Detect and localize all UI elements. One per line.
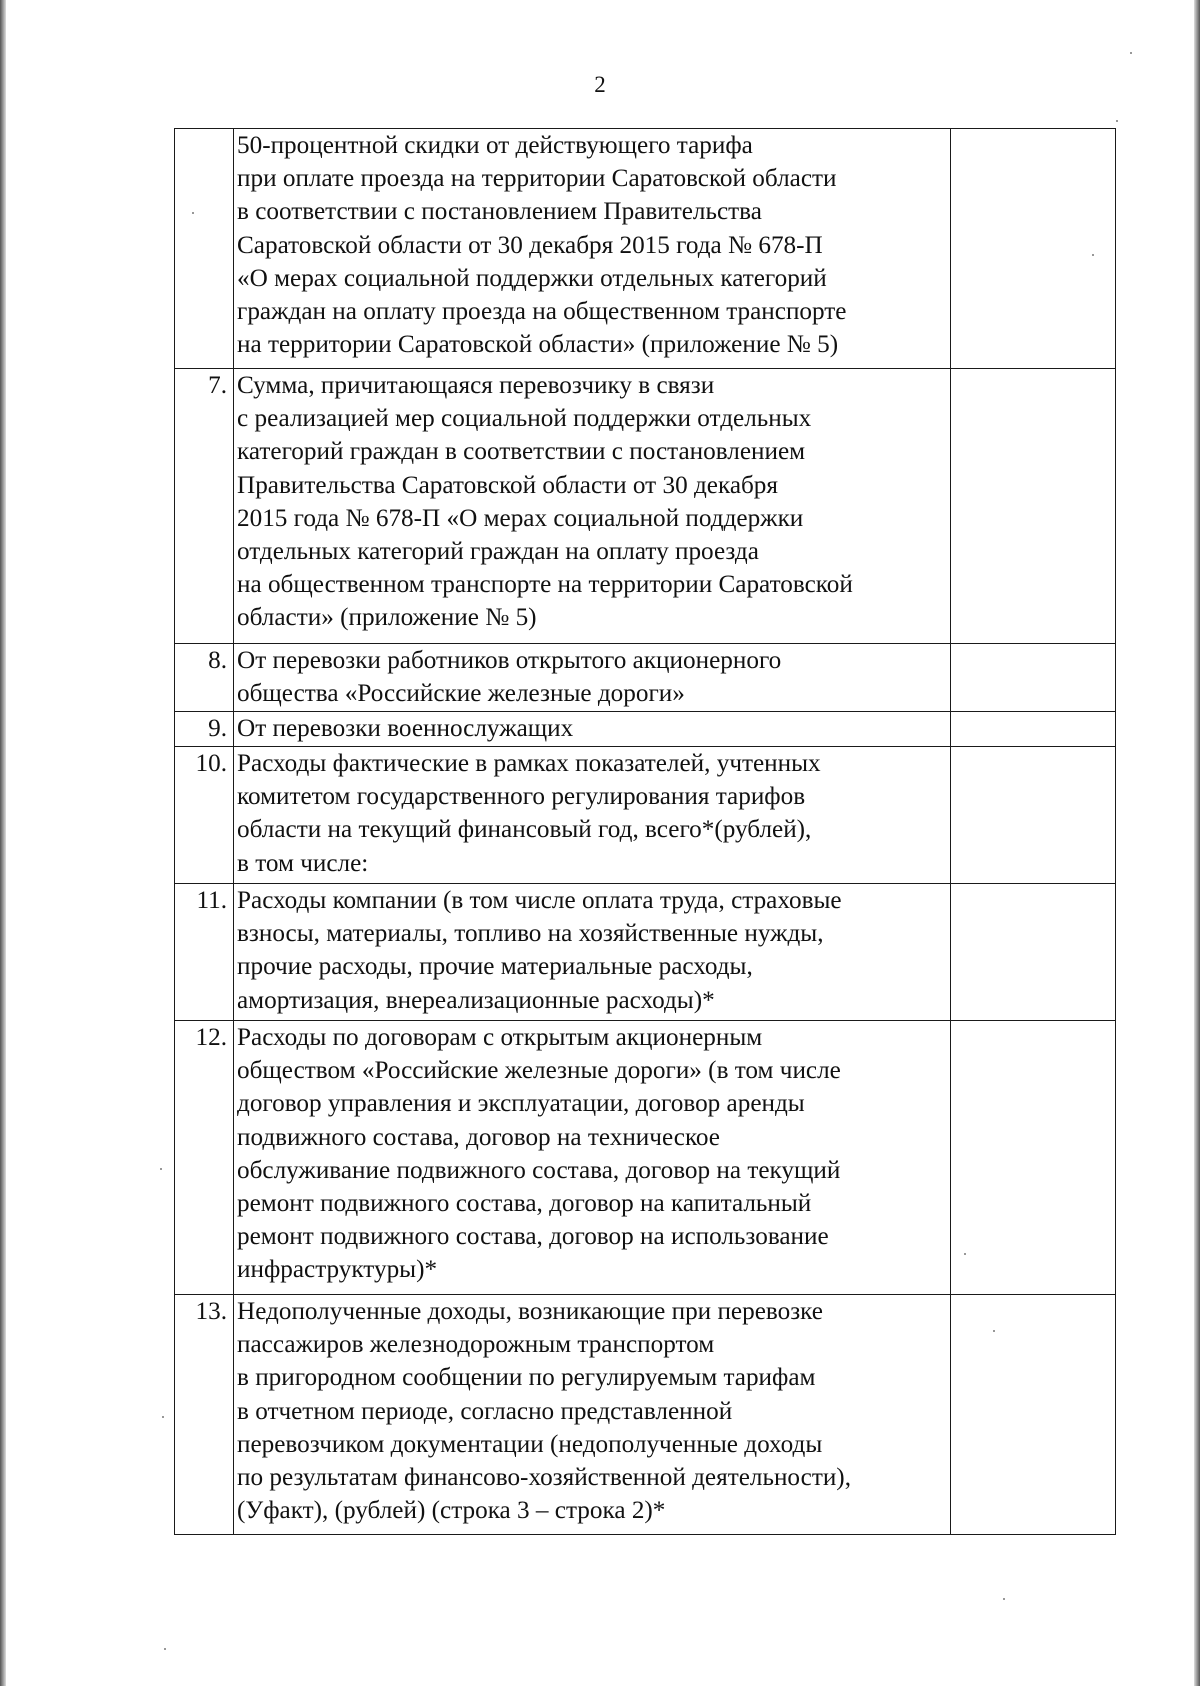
row-text-line: перевозчиком документации (недополученные доходы [237, 1430, 823, 1458]
row-value-cell [951, 644, 1116, 712]
row-description [234, 884, 951, 1021]
row-value-cell [951, 747, 1116, 884]
row-text-line: в отчетном периоде, согласно представленной [237, 1397, 733, 1425]
row-text-line: Правительства Саратовской области от 30 декабря [237, 471, 778, 499]
row-value-cell [951, 129, 1116, 369]
row-number: 13. [175, 1295, 234, 1535]
row-value-cell [951, 712, 1116, 747]
table-row [175, 1295, 1116, 1535]
row-text-line: 2015 года № 678-П «О мерах социальной поддержки [237, 504, 804, 532]
row-text-line: договор управления и эксплуатации, договор аренды [237, 1090, 805, 1118]
row-text-line: подвижного состава, договор на техническое [237, 1123, 720, 1151]
page-number: 2 [594, 72, 606, 97]
row-text-line: комитетом государственного регулирования тарифов [237, 783, 806, 811]
row-text-line: в пригородном сообщении по регулируемым тарифам [237, 1364, 816, 1392]
table-row [175, 712, 1116, 747]
row-text-line: прочие расходы, прочие материальные расходы, [237, 953, 753, 981]
scan-speck [160, 1168, 162, 1170]
table-row [175, 1021, 1116, 1295]
row-text-line: От перевозки работников открытого акционерного [237, 647, 782, 674]
row-text-line: Недополученные доходы, возникающие при перевозке [237, 1298, 823, 1325]
row-number: 7. [175, 369, 234, 644]
row-text-line: категорий граждан в соответствии с постановлением [237, 438, 806, 466]
scan-speck [164, 1648, 166, 1650]
row-text-line: в том числе: [237, 849, 369, 877]
row-text-line: «О мерах социальной поддержки отдельных категорий [237, 264, 827, 292]
row-number: 12. [175, 1021, 234, 1295]
row-text-line: Расходы компании (в том числе оплата труда, страховые [237, 887, 842, 914]
row-text-line: Саратовской области от 30 декабря 2015 года № 678-П [237, 231, 823, 259]
row-text-line: взносы, материалы, топливо на хозяйственные нужды, [237, 920, 824, 948]
scan-edge-left [0, 0, 6, 1686]
row-text-line: 50-процентной скидки от действующего тарифа [237, 132, 753, 159]
row-text-line: От перевозки военнослужащих [237, 715, 574, 742]
table-row [175, 644, 1116, 712]
table-row [175, 747, 1116, 884]
row-text-line: обслуживание подвижного состава, договор на текущий [237, 1156, 841, 1184]
scan-edge-right [1194, 0, 1200, 1686]
row-description [234, 1295, 951, 1535]
scan-speck [1130, 52, 1132, 54]
row-text-line: в соответствии с постановлением Правительства [237, 198, 762, 226]
row-description [234, 369, 951, 644]
row-text-line: по результатам финансово-хозяйственной деятельности), [237, 1464, 851, 1492]
row-text-line: ремонт подвижного состава, договор на капитальный [237, 1190, 812, 1218]
scan-speck [1003, 1598, 1005, 1600]
row-value-cell [951, 884, 1116, 1021]
row-value-cell [951, 369, 1116, 644]
row-text-line: области на текущий финансовый год, всего*(рублей), [237, 816, 812, 844]
row-description [234, 712, 951, 747]
row-text-line: пассажиров железнодорожным транспортом [237, 1331, 715, 1359]
row-description [234, 644, 951, 712]
row-text-line: отдельных категорий граждан на оплату проезда [237, 538, 759, 566]
row-text-line: Расходы по договорам с открытым акционерным [237, 1024, 763, 1051]
row-text-line: на территории Саратовской области» (приложение № 5) [237, 331, 839, 359]
table-row [175, 369, 1116, 644]
row-text-line: амортизация, внереализационные расходы)* [237, 986, 715, 1014]
report-table [174, 128, 1116, 1535]
row-text-line: (Уфакт), (рублей) (строка 3 – строка 2)* [237, 1497, 666, 1525]
row-description [234, 129, 951, 369]
scan-speck [1092, 254, 1094, 256]
table-row [175, 129, 1116, 369]
scan-speck [1116, 120, 1118, 122]
row-value-cell [951, 1295, 1116, 1535]
row-number: 8. [175, 644, 234, 712]
row-number: 11. [175, 884, 234, 1021]
row-text-line: Расходы фактические в рамках показателей, учтенных [237, 750, 821, 777]
row-text-line: на общественном транспорте на территории Саратовской [237, 571, 853, 599]
scan-speck [964, 1253, 966, 1255]
row-number: 10. [175, 747, 234, 884]
row-description [234, 1021, 951, 1295]
scan-speck [993, 1330, 995, 1332]
row-text-line: общества «Российские железные дороги» [237, 680, 685, 708]
row-text-line: Сумма, причитающаяся перевозчику в связи [237, 372, 715, 399]
row-description [234, 747, 951, 884]
row-number: 9. [175, 712, 234, 747]
row-text-line: граждан на оплату проезда на общественном транспорте [237, 298, 847, 326]
scan-speck [162, 1416, 164, 1418]
scan-speck [192, 212, 194, 214]
row-text-line: инфраструктуры)* [237, 1256, 438, 1284]
table-row [175, 884, 1116, 1021]
row-text-line: с реализацией мер социальной поддержки отдельных [237, 405, 812, 433]
row-number [175, 129, 234, 369]
row-text-line: при оплате проезда на территории Саратовской области [237, 165, 837, 193]
row-value-cell [951, 1021, 1116, 1295]
row-text-line: области» (приложение № 5) [237, 604, 537, 632]
row-text-line: обществом «Российские железные дороги» (в том числе [237, 1057, 841, 1085]
row-text-line: ремонт подвижного состава, договор на использование [237, 1223, 829, 1251]
